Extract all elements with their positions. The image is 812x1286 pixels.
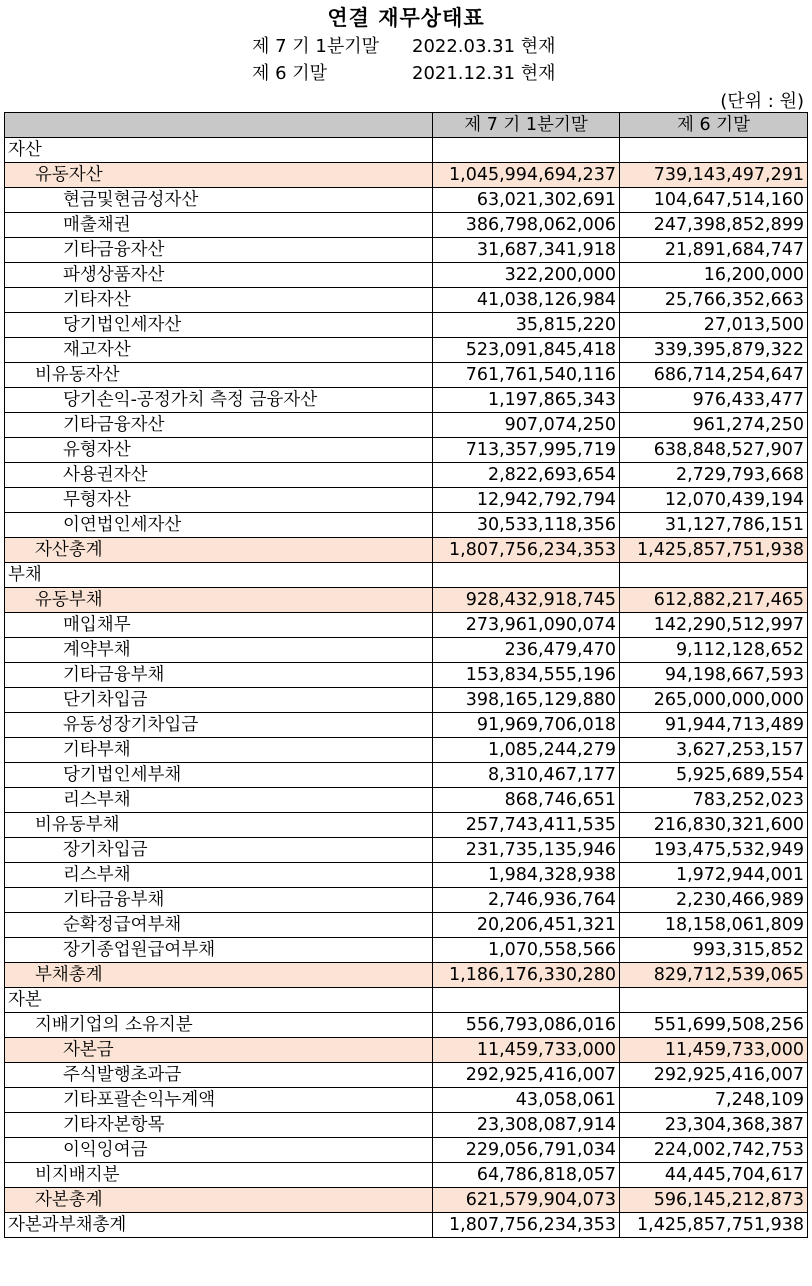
account-name-cell: 기타금융자산 bbox=[5, 413, 433, 438]
period-current bbox=[252, 32, 556, 58]
previous-period-value-cell: 12,070,439,194 bbox=[620, 488, 808, 513]
account-name-cell: 기타자산 bbox=[5, 288, 433, 313]
table-row bbox=[5, 213, 808, 238]
account-name-cell: 자본 bbox=[5, 988, 433, 1013]
current-period-value-cell: 621,579,904,073 bbox=[433, 1188, 620, 1213]
previous-period-value-cell: 91,944,713,489 bbox=[620, 713, 808, 738]
previous-period-value-cell: 44,445,704,617 bbox=[620, 1163, 808, 1188]
current-period-value-cell: 43,058,061 bbox=[433, 1088, 620, 1113]
current-period-value-cell: 91,969,706,018 bbox=[433, 713, 620, 738]
table-row bbox=[5, 238, 808, 263]
previous-period-value-cell: 247,398,852,899 bbox=[620, 213, 808, 238]
current-period-value-cell: 229,056,791,034 bbox=[433, 1138, 620, 1163]
account-name-cell: 유동성장기차입금 bbox=[5, 713, 433, 738]
current-period-value-cell: 928,432,918,745 bbox=[433, 588, 620, 613]
previous-period-value-cell: 3,627,253,157 bbox=[620, 738, 808, 763]
table-row bbox=[5, 763, 808, 788]
previous-period-value-cell: 783,252,023 bbox=[620, 788, 808, 813]
current-period-value-cell: 12,942,792,794 bbox=[433, 488, 620, 513]
previous-period-value-cell: 27,013,500 bbox=[620, 313, 808, 338]
header-previous-period: 제 6 기말 bbox=[620, 113, 808, 138]
current-period-value-cell: 257,743,411,535 bbox=[433, 813, 620, 838]
table-row bbox=[5, 1063, 808, 1088]
table-row bbox=[5, 1188, 808, 1213]
account-name-cell: 비유동자산 bbox=[5, 363, 433, 388]
table-row bbox=[5, 988, 808, 1013]
current-period-value-cell: 20,206,451,321 bbox=[433, 913, 620, 938]
current-period-value-cell: 23,308,087,914 bbox=[433, 1113, 620, 1138]
current-period-value-cell: 30,533,118,356 bbox=[433, 513, 620, 538]
table-header-row bbox=[5, 113, 808, 138]
current-period-value-cell: 523,091,845,418 bbox=[433, 338, 620, 363]
current-period-value-cell bbox=[433, 563, 620, 588]
table-row bbox=[5, 1138, 808, 1163]
previous-period-value-cell: 596,145,212,873 bbox=[620, 1188, 808, 1213]
previous-period-value-cell: 7,248,109 bbox=[620, 1088, 808, 1113]
previous-period-value-cell: 612,882,217,465 bbox=[620, 588, 808, 613]
account-name-cell: 기타부채 bbox=[5, 738, 433, 763]
table-row bbox=[5, 838, 808, 863]
account-name-cell: 장기종업원급여부채 bbox=[5, 938, 433, 963]
account-name-cell: 리스부채 bbox=[5, 788, 433, 813]
table-row bbox=[5, 1013, 808, 1038]
previous-period-value-cell: 216,830,321,600 bbox=[620, 813, 808, 838]
table-row bbox=[5, 1163, 808, 1188]
account-name-cell: 기타금융부채 bbox=[5, 663, 433, 688]
account-name-cell: 당기법인세자산 bbox=[5, 313, 433, 338]
account-name-cell: 유동자산 bbox=[5, 163, 433, 188]
previous-period-value-cell: 1,425,857,751,938 bbox=[620, 538, 808, 563]
table-row bbox=[5, 538, 808, 563]
account-name-cell: 매입채무 bbox=[5, 613, 433, 638]
previous-period-value-cell: 104,647,514,160 bbox=[620, 188, 808, 213]
account-name-cell: 비지배지분 bbox=[5, 1163, 433, 1188]
previous-period-value-cell: 739,143,497,291 bbox=[620, 163, 808, 188]
current-period-value-cell: 11,459,733,000 bbox=[433, 1038, 620, 1063]
previous-period-value-cell: 1,425,857,751,938 bbox=[620, 1213, 808, 1238]
previous-period-value-cell bbox=[620, 988, 808, 1013]
table-row bbox=[5, 1088, 808, 1113]
previous-period-value-cell: 976,433,477 bbox=[620, 388, 808, 413]
account-name-cell: 자본금 bbox=[5, 1038, 433, 1063]
account-name-cell: 사용권자산 bbox=[5, 463, 433, 488]
table-row bbox=[5, 913, 808, 938]
account-name-cell: 자본과부채총계 bbox=[5, 1213, 433, 1238]
previous-period-value-cell: 23,304,368,387 bbox=[620, 1113, 808, 1138]
account-name-cell: 부채총계 bbox=[5, 963, 433, 988]
account-name-cell: 이연법인세자산 bbox=[5, 513, 433, 538]
table-row bbox=[5, 513, 808, 538]
previous-period-value-cell: 2,230,466,989 bbox=[620, 888, 808, 913]
table-row bbox=[5, 1038, 808, 1063]
previous-period-value-cell: 1,972,944,001 bbox=[620, 863, 808, 888]
account-name-cell: 파생상품자산 bbox=[5, 263, 433, 288]
current-period-value-cell: 231,735,135,946 bbox=[433, 838, 620, 863]
table-row bbox=[5, 1213, 808, 1238]
current-period-value-cell: 761,761,540,116 bbox=[433, 363, 620, 388]
account-name-cell: 리스부채 bbox=[5, 863, 433, 888]
table-row bbox=[5, 813, 808, 838]
account-name-cell: 단기차입금 bbox=[5, 688, 433, 713]
current-period-value-cell: 41,038,126,984 bbox=[433, 288, 620, 313]
account-name-cell: 기타금융부채 bbox=[5, 888, 433, 913]
previous-period-value-cell: 339,395,879,322 bbox=[620, 338, 808, 363]
account-name-cell: 현금및현금성자산 bbox=[5, 188, 433, 213]
account-name-cell: 이익잉여금 bbox=[5, 1138, 433, 1163]
current-period-value-cell: 1,807,756,234,353 bbox=[433, 538, 620, 563]
period-previous-label: 제 6 기말 bbox=[252, 63, 328, 84]
account-name-cell: 유동부채 bbox=[5, 588, 433, 613]
table-row bbox=[5, 588, 808, 613]
previous-period-value-cell: 11,459,733,000 bbox=[620, 1038, 808, 1063]
current-period-value-cell: 292,925,416,007 bbox=[433, 1063, 620, 1088]
account-name-cell: 비유동부채 bbox=[5, 813, 433, 838]
account-name-cell: 당기손익-공정가치 측정 금융자산 bbox=[5, 388, 433, 413]
current-period-value-cell: 1,807,756,234,353 bbox=[433, 1213, 620, 1238]
current-period-value-cell: 398,165,129,880 bbox=[433, 688, 620, 713]
unit-label: (단위 : 원) bbox=[720, 91, 804, 112]
current-period-value-cell: 153,834,555,196 bbox=[433, 663, 620, 688]
table-row bbox=[5, 163, 808, 188]
table-row bbox=[5, 363, 808, 388]
table-row bbox=[5, 138, 808, 163]
previous-period-value-cell: 193,475,532,949 bbox=[620, 838, 808, 863]
current-period-value-cell: 63,021,302,691 bbox=[433, 188, 620, 213]
current-period-value-cell: 713,357,995,719 bbox=[433, 438, 620, 463]
table-row bbox=[5, 488, 808, 513]
current-period-value-cell: 1,186,176,330,280 bbox=[433, 963, 620, 988]
table-row bbox=[5, 963, 808, 988]
account-name-cell: 기타금융자산 bbox=[5, 238, 433, 263]
current-period-value-cell: 556,793,086,016 bbox=[433, 1013, 620, 1038]
account-name-cell: 지배기업의 소유지분 bbox=[5, 1013, 433, 1038]
header-account bbox=[5, 113, 433, 138]
previous-period-value-cell: 21,891,684,747 bbox=[620, 238, 808, 263]
header-current-period: 제 7 기 1분기말 bbox=[433, 113, 620, 138]
table-row bbox=[5, 938, 808, 963]
table-row bbox=[5, 1113, 808, 1138]
table-row bbox=[5, 388, 808, 413]
period-current-date: 2022.03.31 현재 bbox=[412, 36, 556, 57]
current-period-value-cell: 2,822,693,654 bbox=[433, 463, 620, 488]
previous-period-value-cell: 142,290,512,997 bbox=[620, 613, 808, 638]
previous-period-value-cell: 25,766,352,663 bbox=[620, 288, 808, 313]
current-period-value-cell: 273,961,090,074 bbox=[433, 613, 620, 638]
table-row bbox=[5, 688, 808, 713]
account-name-cell: 순확정급여부채 bbox=[5, 913, 433, 938]
previous-period-value-cell: 31,127,786,151 bbox=[620, 513, 808, 538]
report-title: 연결 재무상태표 bbox=[327, 6, 485, 30]
account-name-cell: 재고자산 bbox=[5, 338, 433, 363]
current-period-value-cell: 1,045,994,694,237 bbox=[433, 163, 620, 188]
current-period-value-cell: 907,074,250 bbox=[433, 413, 620, 438]
account-name-cell: 매출채권 bbox=[5, 213, 433, 238]
account-name-cell: 기타자본항목 bbox=[5, 1113, 433, 1138]
current-period-value-cell: 1,070,558,566 bbox=[433, 938, 620, 963]
table-row bbox=[5, 288, 808, 313]
account-name-cell: 유형자산 bbox=[5, 438, 433, 463]
table-row bbox=[5, 263, 808, 288]
previous-period-value-cell bbox=[620, 138, 808, 163]
current-period-value-cell bbox=[433, 138, 620, 163]
previous-period-value-cell bbox=[620, 563, 808, 588]
table-row bbox=[5, 738, 808, 763]
account-name-cell: 주식발행초과금 bbox=[5, 1063, 433, 1088]
previous-period-value-cell: 638,848,527,907 bbox=[620, 438, 808, 463]
account-name-cell: 자산 bbox=[5, 138, 433, 163]
table-row bbox=[5, 613, 808, 638]
table-row bbox=[5, 663, 808, 688]
table-row bbox=[5, 413, 808, 438]
table-row bbox=[5, 438, 808, 463]
account-name-cell: 무형자산 bbox=[5, 488, 433, 513]
current-period-value-cell: 1,984,328,938 bbox=[433, 863, 620, 888]
current-period-value-cell: 8,310,467,177 bbox=[433, 763, 620, 788]
table-row bbox=[5, 638, 808, 663]
previous-period-value-cell: 224,002,742,753 bbox=[620, 1138, 808, 1163]
previous-period-value-cell: 961,274,250 bbox=[620, 413, 808, 438]
period-previous-date: 2021.12.31 현재 bbox=[412, 63, 556, 84]
account-name-cell: 기타포괄손익누계액 bbox=[5, 1088, 433, 1113]
table-row bbox=[5, 188, 808, 213]
previous-period-value-cell: 16,200,000 bbox=[620, 263, 808, 288]
account-name-cell: 자산총계 bbox=[5, 538, 433, 563]
account-name-cell: 자본총계 bbox=[5, 1188, 433, 1213]
table-row bbox=[5, 788, 808, 813]
previous-period-value-cell: 265,000,000,000 bbox=[620, 688, 808, 713]
balance-sheet-table bbox=[4, 112, 808, 1238]
current-period-value-cell: 322,200,000 bbox=[433, 263, 620, 288]
previous-period-value-cell: 2,729,793,668 bbox=[620, 463, 808, 488]
previous-period-value-cell: 9,112,128,652 bbox=[620, 638, 808, 663]
current-period-value-cell: 31,687,341,918 bbox=[433, 238, 620, 263]
table-row bbox=[5, 713, 808, 738]
account-name-cell: 계약부채 bbox=[5, 638, 433, 663]
current-period-value-cell: 236,479,470 bbox=[433, 638, 620, 663]
account-name-cell: 부채 bbox=[5, 563, 433, 588]
table-row bbox=[5, 888, 808, 913]
previous-period-value-cell: 292,925,416,007 bbox=[620, 1063, 808, 1088]
previous-period-value-cell: 94,198,667,593 bbox=[620, 663, 808, 688]
current-period-value-cell: 868,746,651 bbox=[433, 788, 620, 813]
current-period-value-cell: 1,085,244,279 bbox=[433, 738, 620, 763]
table-row bbox=[5, 338, 808, 363]
previous-period-value-cell: 5,925,689,554 bbox=[620, 763, 808, 788]
account-name-cell: 장기차입금 bbox=[5, 838, 433, 863]
period-previous bbox=[252, 59, 556, 85]
account-name-cell: 당기법인세부채 bbox=[5, 763, 433, 788]
current-period-value-cell: 35,815,220 bbox=[433, 313, 620, 338]
previous-period-value-cell: 18,158,061,809 bbox=[620, 913, 808, 938]
current-period-value-cell bbox=[433, 988, 620, 1013]
previous-period-value-cell: 686,714,254,647 bbox=[620, 363, 808, 388]
current-period-value-cell: 2,746,936,764 bbox=[433, 888, 620, 913]
table-row bbox=[5, 863, 808, 888]
current-period-value-cell: 1,197,865,343 bbox=[433, 388, 620, 413]
current-period-value-cell: 386,798,062,006 bbox=[433, 213, 620, 238]
current-period-value-cell: 64,786,818,057 bbox=[433, 1163, 620, 1188]
period-current-label: 제 7 기 1분기말 bbox=[252, 36, 380, 57]
previous-period-value-cell: 993,315,852 bbox=[620, 938, 808, 963]
table-row bbox=[5, 463, 808, 488]
previous-period-value-cell: 551,699,508,256 bbox=[620, 1013, 808, 1038]
table-row bbox=[5, 563, 808, 588]
table-row bbox=[5, 313, 808, 338]
previous-period-value-cell: 829,712,539,065 bbox=[620, 963, 808, 988]
